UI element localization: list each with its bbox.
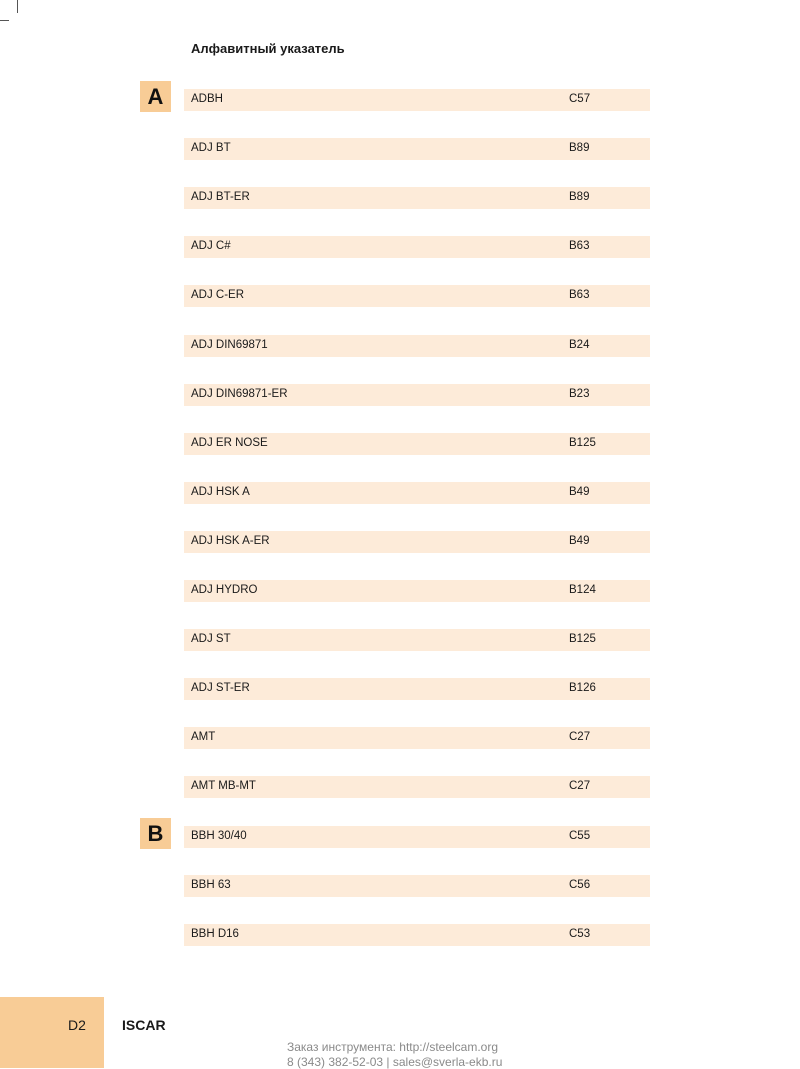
index-row xyxy=(184,89,650,111)
index-row xyxy=(184,236,650,258)
entry-page-ref: B126 xyxy=(569,682,596,694)
index-row xyxy=(184,727,650,749)
index-row xyxy=(184,776,650,798)
entry-name: ADJ DIN69871 xyxy=(191,339,268,351)
entry-name: BBH D16 xyxy=(191,928,239,940)
entry-name: AMT xyxy=(191,731,216,743)
entry-name: ADJ HSK A xyxy=(191,486,250,498)
entry-page-ref: B24 xyxy=(569,339,590,351)
entry-name: BBH 30/40 xyxy=(191,830,247,842)
index-row xyxy=(184,629,650,651)
entry-page-ref: C55 xyxy=(569,830,591,842)
entry-page-ref: C56 xyxy=(569,879,591,891)
entry-name: ADJ BT-ER xyxy=(191,191,250,203)
entry-page-ref: B89 xyxy=(569,142,590,154)
entry-name: ADJ ST xyxy=(191,633,231,645)
index-row xyxy=(184,924,650,946)
crop-mark-top-vertical xyxy=(17,0,18,13)
entry-name: ADJ ER NOSE xyxy=(191,437,268,449)
entry-name: BBH 63 xyxy=(191,879,231,891)
entry-page-ref: B63 xyxy=(569,240,590,252)
index-row xyxy=(184,482,650,504)
index-row xyxy=(184,433,650,455)
index-row xyxy=(184,335,650,357)
entry-name: ADJ C# xyxy=(191,240,231,252)
index-row xyxy=(184,875,650,897)
entry-page-ref: C27 xyxy=(569,780,591,792)
entry-name: ADJ HSK A-ER xyxy=(191,535,270,547)
page-number: D2 xyxy=(68,1017,86,1033)
section-letter-b: B xyxy=(140,818,171,849)
entry-page-ref: B89 xyxy=(569,191,590,203)
entry-name: ADJ ST-ER xyxy=(191,682,250,694)
index-row xyxy=(184,187,650,209)
entry-page-ref: B23 xyxy=(569,388,590,400)
page-title: Алфавитный указатель xyxy=(191,41,345,56)
index-row xyxy=(184,531,650,553)
entry-page-ref: C57 xyxy=(569,93,591,105)
entry-name: ADBH xyxy=(191,93,223,105)
brand-name: ISCAR xyxy=(122,1017,166,1033)
entry-name: ADJ DIN69871-ER xyxy=(191,388,288,400)
footer-page-tab xyxy=(0,997,104,1068)
index-row xyxy=(184,826,650,848)
entry-page-ref: B49 xyxy=(569,535,590,547)
contact-info: 8 (343) 382-52-03 | sales@sverla-ekb.ru xyxy=(287,1055,503,1069)
entry-page-ref: B125 xyxy=(569,437,596,449)
entry-name: AMT MB-MT xyxy=(191,780,256,792)
entry-page-ref: B63 xyxy=(569,289,590,301)
entry-page-ref: C53 xyxy=(569,928,591,940)
entry-page-ref: C27 xyxy=(569,731,591,743)
crop-mark-top-horizontal xyxy=(0,20,9,21)
order-info: Заказ инструмента: http://steelcam.org xyxy=(287,1040,499,1054)
entry-name: ADJ BT xyxy=(191,142,231,154)
entry-page-ref: B124 xyxy=(569,584,596,596)
entry-name: ADJ C-ER xyxy=(191,289,245,301)
entry-name: ADJ HYDRO xyxy=(191,584,258,596)
index-row xyxy=(184,285,650,307)
entry-page-ref: B49 xyxy=(569,486,590,498)
index-row xyxy=(184,580,650,602)
index-row xyxy=(184,138,650,160)
entry-page-ref: B125 xyxy=(569,633,596,645)
index-row xyxy=(184,384,650,406)
index-row xyxy=(184,678,650,700)
section-letter-a: A xyxy=(140,81,171,112)
